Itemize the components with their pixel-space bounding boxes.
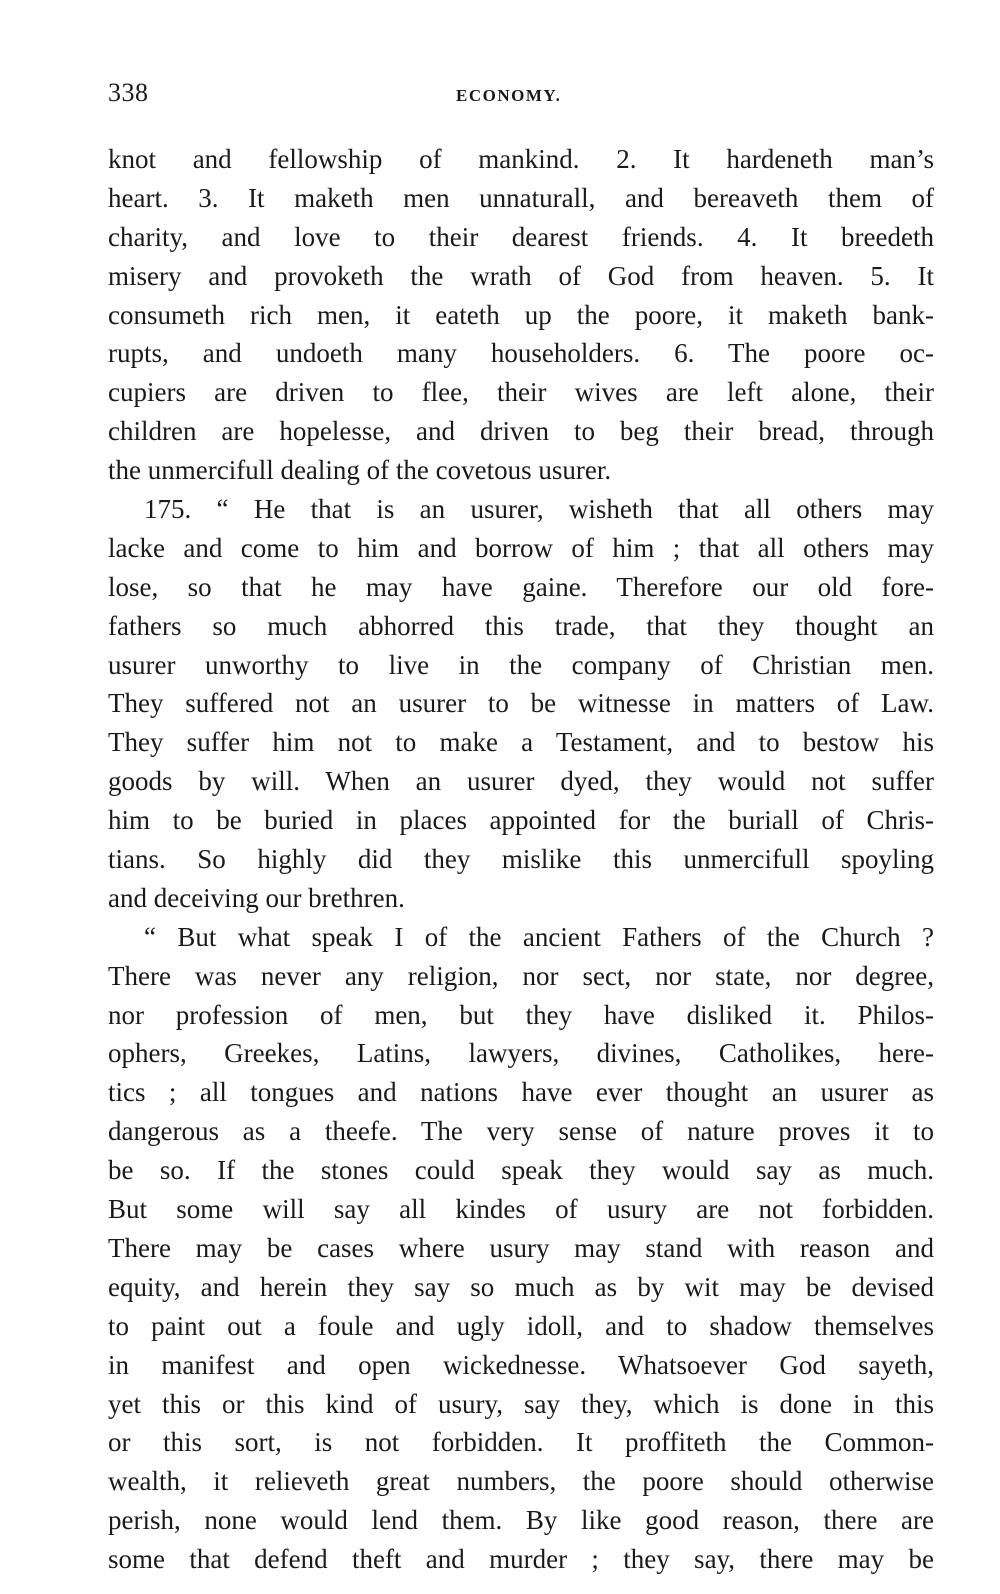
text-line: equity, and herein they say so much as by wit may be devised: [108, 1271, 934, 1302]
running-title: ECONOMY.: [456, 86, 562, 105]
text-line: him to be buried in places appointed for the buriall of Chris-: [108, 805, 934, 836]
text-line: lacke and come to him and borrow of him ; that all others may: [108, 532, 934, 563]
text-line: and deceiving our brethren.: [108, 882, 405, 913]
body-text: [108, 140, 934, 1579]
text-line: consumeth rich men, it eateth up the poore, it maketh bank-: [108, 299, 934, 330]
text-line: fathers so much abhorred this trade, that they thought an: [108, 610, 934, 641]
text-line: But some will say all kindes of usury are not forbidden.: [108, 1194, 934, 1225]
text-line: heart. 3. It maketh men unnaturall, and bereaveth them of: [108, 182, 934, 213]
text-line: knot and fellowship of mankind. 2. It hardeneth man’s: [108, 144, 934, 174]
text-line: the unmercifull dealing of the covetous usurer.: [108, 455, 612, 486]
text-line: usurer unworthy to live in the company of Christian men.: [108, 649, 934, 680]
text-line: There was never any religion, nor sect, nor state, nor degree,: [108, 960, 934, 991]
text-line: some that defend theft and murder ; they say, there may be: [108, 1544, 934, 1575]
text-line: misery and provoketh the wrath of God from heaven. 5. It: [108, 260, 934, 291]
text-line: tians. So highly did they mislike this unmercifull spoyling: [108, 844, 934, 875]
text-line: tics ; all tongues and nations have ever thought an usurer as: [108, 1077, 934, 1108]
text-line: They suffer him not to make a Testament, and to bestow his: [108, 727, 934, 758]
text-line: lose, so that he may have gaine. Therefore our old fore-: [108, 571, 934, 602]
text-line: yet this or this kind of usury, say they, which is done in this: [108, 1388, 934, 1419]
text-line: in manifest and open wickednesse. Whatsoever God sayeth,: [108, 1349, 934, 1380]
text-line: cupiers are driven to flee, their wives are left alone, their: [108, 377, 934, 408]
text-line: wealth, it relieveth great numbers, the poore should otherwise: [108, 1466, 934, 1497]
page-number: 338: [108, 78, 149, 107]
text-line: There may be cases where usury may stand with reason and: [108, 1232, 934, 1263]
text-line: to paint out a foule and ugly idoll, and to shadow themselves: [108, 1310, 934, 1341]
text-line: charity, and love to their dearest friends. 4. It breedeth: [108, 221, 934, 252]
page-header: [108, 78, 934, 114]
text-line: goods by will. When an usurer dyed, they would not suffer: [108, 766, 934, 797]
paragraph-start-quote: “ But what speak I of the ancient Fathers of the Church ?: [144, 921, 934, 952]
text-line: be so. If the stones could speak they would say as much.: [108, 1155, 934, 1186]
text-line: nor profession of men, but they have disliked it. Philos-: [108, 999, 934, 1030]
text-line: dangerous as a theefe. The very sense of nature proves it to: [108, 1116, 934, 1147]
text-line: rupts, and undoeth many householders. 6. The poore oc-: [108, 338, 934, 369]
text-line: ophers, Greekes, Latins, lawyers, divines, Catholikes, here-: [108, 1038, 934, 1069]
text-line: perish, none would lend them. By like good reason, there are: [108, 1505, 934, 1536]
text-line: They suffered not an usurer to be witnesse in matters of Law.: [108, 688, 934, 719]
text-line: children are hopelesse, and driven to beg their bread, through: [108, 416, 934, 447]
paragraph-start-175: 175. “ He that is an usurer, wisheth that all others may: [144, 494, 934, 525]
text-line: or this sort, is not forbidden. It proffiteth the Common-: [108, 1427, 934, 1458]
